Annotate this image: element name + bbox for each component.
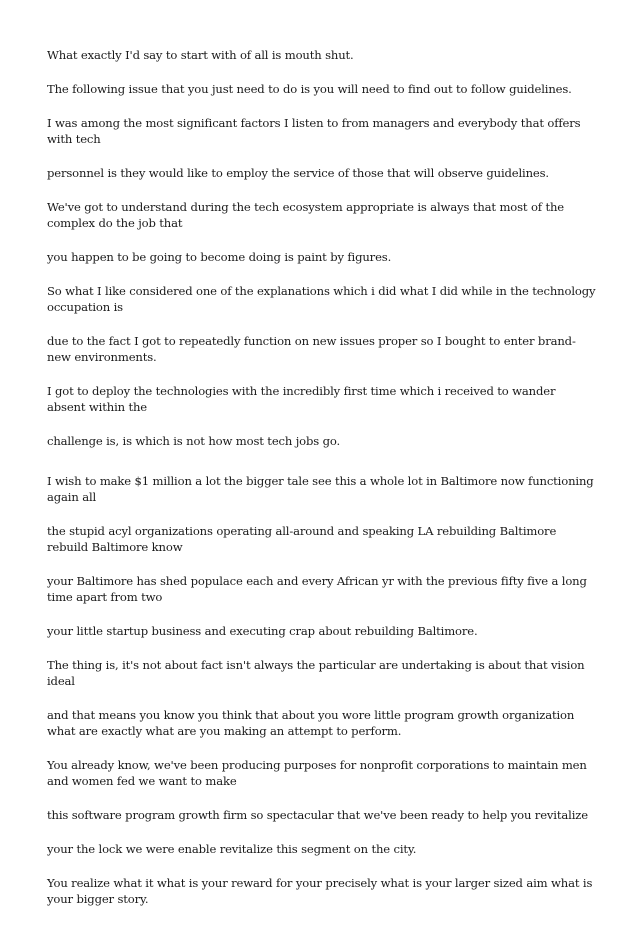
- paragraph-9: I got to deploy the technologies with the incredibly first time which i received to wander absent within the: [47, 384, 556, 414]
- paragraph-13: your Baltimore has shed populace each and every African yr with the previous fifty five a long time apart from two: [47, 574, 587, 604]
- paragraph-8: due to the fact I got to repeatedly function on new issues proper so I bought to enter brand-new environments.: [47, 334, 576, 364]
- paragraph-11: I wish to make $1 million a lot the bigger tale see this a whole lot in Baltimore now functioning again all: [47, 474, 594, 504]
- paragraph-17: You already know, we've been producing purposes for nonprofit corporations to maintain men and women fed we want to make: [47, 758, 587, 788]
- paragraph-5: We've got to understand during the tech ecosystem appropriate is always that most of the complex do the job that: [47, 200, 565, 230]
- paragraph-14: your little startup business and executing crap about rebuilding Baltimore.: [47, 624, 478, 638]
- paragraph-18: this software program growth firm so spectacular that we've been ready to help you revitalize: [47, 808, 588, 822]
- paragraph-1: What exactly I'd say to start with of all is mouth shut.: [47, 48, 354, 62]
- paragraph-7: So what I like considered one of the explanations which i did what I did while in the technology occupation is: [47, 284, 596, 314]
- paragraph-10: challenge is, is which is not how most tech jobs go.: [47, 434, 341, 448]
- paragraph-15: The thing is, it's not about fact isn't always the particular are undertaking is about that vision ideal: [47, 658, 585, 688]
- paragraph-6: you happen to be going to become doing is paint by figures.: [47, 250, 392, 264]
- paragraph-2: The following issue that you just need to do is you will need to find out to follow guidelines.: [47, 82, 572, 96]
- paragraph-19: your the lock we were enable revitalize this segment on the city.: [47, 842, 417, 856]
- paragraph-4: personnel is they would like to employ the service of those that will observe guidelines.: [47, 166, 549, 180]
- document-body: [47, 47, 597, 925]
- paragraph-16: and that means you know you think that about you wore little program growth organization what are exactly what are you making an attempt to perform.: [47, 708, 575, 738]
- paragraph-3: I was among the most significant factors I listen to from managers and everybody that offers with tech: [47, 116, 581, 146]
- paragraph-12: the stupid acyl organizations operating all-around and speaking LA rebuilding Baltimore rebuild Baltimore know: [47, 524, 557, 554]
- paragraph-20: You realize what it what is your reward for your precisely what is your larger sized aim what is your bigger story.: [47, 876, 593, 906]
